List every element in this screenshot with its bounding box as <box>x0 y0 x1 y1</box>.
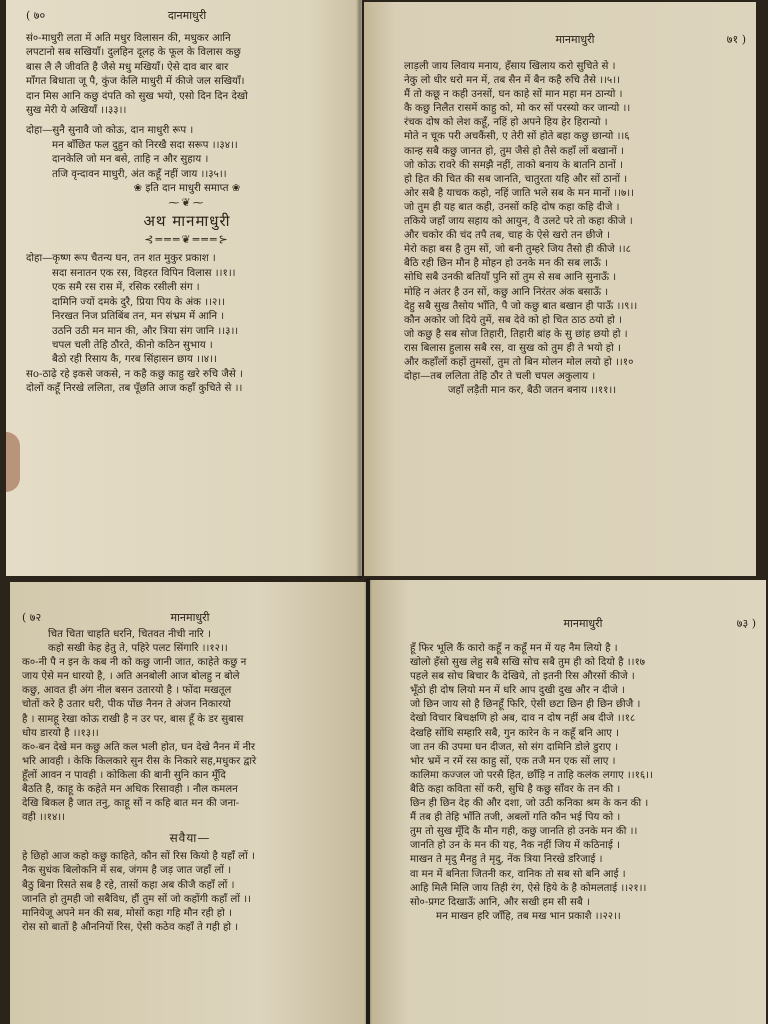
doha-block <box>26 124 348 196</box>
text-line: भरि आवही । केकि किलकारे सुन रीस के निकारे सह,मधुकर द्वारे <box>22 755 257 767</box>
text-line: सं०-माधुरी लता में अति मधुर विलासन की, मधुकर आनि <box>26 33 231 44</box>
text-line: भोर भ्रमें न रमें रस काहु सों, एक तजै मन एक सों लाए । <box>410 755 616 767</box>
text-line: निरखत निज प्रतिबिंब तन, मन संभ्रम में आनि । <box>52 311 225 323</box>
bottom-book-spread <box>0 578 768 1024</box>
text-line: हूँलों आवन न पावही । कोकिला की बानी सुनि कान मूँदि <box>22 769 226 781</box>
page-header <box>410 616 756 634</box>
text-line: बैठि कहा कविता सों करी, सुधि है कछु साँवर के तन की । <box>410 783 621 795</box>
verse-block <box>26 252 348 396</box>
text-line: दोहा—तब ललिता तेहि ठौर ते चली चपल अकुलाय । <box>404 371 596 383</box>
text-line: उठनि उठी मन मान की, और त्रिया संग जानि ।।३।। <box>52 325 239 337</box>
text-line: मैं तो कछू न कही उनसों, घन काहे सों मान महा मन ठान्यो । <box>404 89 623 101</box>
page-72 <box>10 582 366 1024</box>
text-line: लपटानो सब सखियाँ। दुलहिन दूलह के फूल के विलास कछु <box>26 47 241 59</box>
text-line: और चकोर की चंद तपै तब, चाह के ऐसे खरो तन छीजे । <box>404 230 611 242</box>
text-line: भूँठो ही दोष लियो मन में धरि आप दुखी दुख और न दीजे । <box>410 685 625 697</box>
text-line: जो कोऊ रावरे की समझै नहीं, ताको बनाय के बातनि ठानों । <box>404 159 624 171</box>
text-line: बैठु बिना रिसते सब है रहे, तासों कहा अब कीजै कहाँ लों । <box>22 879 235 891</box>
text-line: छिन ही छिन देह की और दशा, जो उठी कनिका श्रम के कन की । <box>410 798 649 810</box>
text-line: रोस सो बातों है औननियों रिस, ऐसी कठेव कहाँ ते गही हो । <box>22 921 239 933</box>
text-line: तुम तो सुख मूँदि कै मौन गही, कछु जानति हो उनके मन की ।। <box>410 826 638 838</box>
text-line: एक समै रस रास में, रसिक रसीली संग । <box>52 282 200 294</box>
text-line: कान्ह सबै कछु जानत हो, तुम जैसे हो तैसे कहाँ लों बखानों । <box>404 145 624 157</box>
text-line: मोते न चूक परी अचकैंसी, ए तेरी सों होते बहा कछु छान्यो ।।६ <box>404 131 630 143</box>
text-line: और कहाँलों कहों तुमसों, तुम तो बिन मोलन मोल लयो हो ।।१० <box>404 356 634 368</box>
page-71 <box>364 2 756 576</box>
text-line: रंचक दोष को लेश कहूँ, नहिं हो अपने हिय हेर हिरान्यो । <box>404 117 608 129</box>
text-line: जो कछु है सब सोज तिहारी, तिहारी बांह के सु छांह छयो हो । <box>404 328 628 340</box>
page-header <box>26 8 348 26</box>
page-number: ७३ ) <box>736 617 756 630</box>
running-title: मानमाधुरी <box>563 617 603 630</box>
text-line: सदा सनातन एक रस, विहरत विपिन विलास ।।१।। <box>52 267 236 279</box>
text-line: दोहा—सुनै सुनावै जो कोऊ, दान माधुरी रूप । <box>26 125 194 137</box>
text-line: माँगत बिधाता जू पै, कुंज केलि माधुरी में कीजे जल सखियाँ। <box>26 76 245 88</box>
text-line: जानति हो तुमही जो सबैविध, हौं तुम सों जो कहोंगी कहाँ लों ।। <box>22 893 251 905</box>
text-line: धोय डारयो है ।।१३।। <box>22 727 99 739</box>
text-line: लाड़ली जाय लिवाय मनाय, हँसाय खिलाय करो सुचिते से । <box>404 61 616 72</box>
text-line: बैठति है, काहू के कहेते मन अधिक रिसावही । नौल कमलन <box>22 784 238 796</box>
text-line: सुख मेरी ये अखियाँ ।।३३।। <box>26 105 127 117</box>
text-line: मन माखन हरि जाँहि, तब मख भान प्रकाशै ।।२२।। <box>436 910 621 922</box>
text-line: मोहि न अंतर है उन सों, कछु आनि निरंतर अंक बसाऊँ । <box>404 286 609 298</box>
text-line: दोहा—कृष्ण रूप चैतन्य घन, तन शत मुकुर प्रकाश । <box>26 253 216 265</box>
text-line: चोतों करे है उतार धरी, पीक पोंछ नैनन ते अंजन निकारयो <box>22 699 231 711</box>
text-line: देहु सबै सुख तैसोय भाँति, पै जो कछु बात बखान ही पाऊँ ।।९।। <box>404 300 638 312</box>
text-line: चपल चली तेहि ठौरते, कीनो कठिन सुभाय । <box>52 339 213 351</box>
text-line: कौन अकोर जो दिये तुमें, सब देवे को हो चित ठाठ ठयो हो । <box>404 314 622 326</box>
section-heading: अथ मानमाधुरी <box>143 212 231 231</box>
text-line: पहले सब सोच बिचार कै देखिये, तो इतनी रिस औरसों कीजे । <box>410 671 635 683</box>
text-line: जानति हो उन के मन की यह, नैक नहीं जिय में कठिनाई । <box>410 840 620 852</box>
running-title: मानमाधुरी <box>170 611 210 624</box>
savaiya-heading: सवैया— <box>169 831 211 846</box>
page-number: ( ७२ <box>22 611 42 624</box>
text-line: बास लै लै जीवति है जैसे मधु मखियाँ। ऐसे दाव बार बार <box>26 61 229 73</box>
text-line: है । सामहू रेखा कोऊ राखी है न उर पर, बास हूँ के डर सुबास <box>22 713 244 725</box>
text-line: आहि मिलै मिलि जाय तिही रंग, ऐसे हिये के है कोमलताई ।।२१।। <box>410 882 647 894</box>
text-line: वही ।।१४।। <box>22 812 65 824</box>
text-line: क०-बन देखे मन कछु अति कल भली होत, घन देखे नैनन में नीर <box>22 741 256 753</box>
page-73 <box>370 580 766 1024</box>
ornament-divider: ⁓❦⁓ <box>168 196 206 210</box>
savaiya-block <box>22 850 358 935</box>
text-line: जहाँ लड़ैती मान कर, बैठी जतन बनाय ।।११।। <box>448 385 617 397</box>
thumb <box>6 432 20 492</box>
text-line: हे छिहो आज कहो कछु काहिते, कौन सों रिस कियो है यहाँ लों । <box>22 851 255 863</box>
page-header <box>404 32 746 50</box>
gutter <box>364 578 372 1024</box>
text-line: नैक सुधंक बिलोकनि में सब, जंगम है जड़ जात जहाँ लों । <box>22 865 232 877</box>
text-line: मेरो कहा बस है तुम सों, जो बनी तुम्हरे जिय तैसो ही कीजे ।।८ <box>404 244 631 256</box>
text-line: तकिये जहाँ जाय सहाय को आयुन, वै उलटे परे तो कहा कीजे । <box>404 216 633 228</box>
text-line: बैठि रही छिन मौन है मोहन हो उनके मन की सब लाऊँ । <box>404 258 608 270</box>
text-line: वा मन में बनिता जितनी कर, वानिक तो सब सो बनि आई । <box>410 868 626 880</box>
verse-block-33 <box>26 32 348 118</box>
text-line: बैठो रही रिसाय कै, गरब सिंहासन छाय ।।४।। <box>52 354 217 366</box>
page-number: ७१ ) <box>726 33 746 46</box>
text-line: कै कछु निलैत रासमें काहु को, मो कर सों परस्यो कर जान्यो ।। <box>404 103 631 115</box>
ornament-divider: ⊰═══❦═══⊱ <box>144 233 230 247</box>
text-line: सो०-प्रगट दिखाऊँ आनि, और सखी हम सी सबै । <box>410 896 590 908</box>
text-line: दोलों कहूँ निरखे ललिता, तब पूँछति आज कहाँ कुचिते से ।। <box>26 383 243 395</box>
verse-block <box>22 628 358 825</box>
text-line: देखो विचार बिचक्षणि हो अब, दाव न दोष नहीं अब दीजे ।।१८ <box>410 713 636 725</box>
text-line: मन बाँछित फल दुहुन को निरखै सदा सरूप ।।३४।। <box>52 139 238 151</box>
text-line: सo-ठाढ़े रहे इकसे जकसे, न कहै कछु काहु खरे रुचि जैसे । <box>26 368 243 380</box>
text-line: देखि बिकल है जात तनु, काहू सों न कहि बात मन की जना- <box>22 798 240 810</box>
text-line: दामिनि ज्यों दमके दुरै, प्रिया पिय के अंक ।।२।। <box>52 296 225 308</box>
text-line: कालिमा कज्जल जो परसै हित, छाँड़ि न ताहि कलंक लगाए ।।१६।। <box>410 769 653 781</box>
text-line: कछु, आवत ही अंग नील बसन उतारयो है । फोंदा मखतूल <box>22 685 232 697</box>
text-line: सोधि सबै उनकी बतियाँ पुनि सों तुम से सब आनि सुनाऊँ । <box>404 272 617 284</box>
text-line: रास बिलास हुलास सबै रस, वा सुख को तुम ही ते भयो हो । <box>404 342 621 354</box>
text-line: जो तुम ही यह बात कही, उनसों कहि दोष कहा कहि दीजे । <box>404 201 620 213</box>
gutter <box>356 0 364 578</box>
text-line: कहो सखी केह हेतु ते, पहिरे पलट सिंगारि ।।१२।। <box>48 643 228 655</box>
page-header <box>22 610 358 628</box>
text-line: हूँ फिर भूलि कैं कारो कहूँ न कहूँ मन में यह नैम लियो है । <box>410 643 618 654</box>
verse-block <box>404 60 746 398</box>
text-line: चित चिता चाहति धरनि, चितवत नीची नारि । <box>48 629 211 640</box>
running-title: दानमाधुरी <box>167 9 207 22</box>
running-title: मानमाधुरी <box>555 33 595 46</box>
page-70 <box>6 0 362 576</box>
text-line: जाय ऐसे मन धारयो है, । अति अनबोली आज बोलहु न बोले <box>22 671 240 683</box>
text-line: मैं तब ही तेहि भाँति तजी, अबलों गति कौन भई पिय को । <box>410 812 621 824</box>
text-line: खोलो हँसो सुख लेहु सबै सखि सोच सबै तुम ही को दियो है ।।१७ <box>410 657 646 669</box>
text-line: दान मिस आनि कछु दंपति को सुख भयो, एसो दिन दिन देखो <box>26 90 248 102</box>
text-line: जो छिन जाय सो है छिनहूँ फिरि, ऐसी छटा छिन ही छिन छीजै । <box>410 699 641 711</box>
text-line: ओर सबै है याचक कहो, नहिं जाति भले सब के मन मानों ।।७।। <box>404 187 634 199</box>
text-line: जा तन की उपमा घन दीजत, सो संग दामिनि डोले डुराए । <box>410 741 619 753</box>
text-line: तजि वृन्दावन माधुरी, अंत कहूँ नहीं जाय ।।३५।। <box>52 168 227 180</box>
text-line: क०-नी पै न इन के कब नी को कछु जानी जात, काहेते कछु न <box>22 657 247 669</box>
page-number: ( ७० <box>26 9 46 22</box>
text-line: दानकेलि जो मन बसे, ताहि न और सुहाय । <box>52 154 209 166</box>
verse-block <box>410 642 756 924</box>
text-line: हो हित की चित की सब जानति, चातुरता यहि और सों ठानों । <box>404 173 628 185</box>
text-line: नेकु लो धीर धरो मन में, तब सैन में बैन कहै रुचि तैसे ।।५।। <box>404 75 620 87</box>
colophon-line: ❀ इति दान माधुरी समाप्त ❀ <box>133 183 241 195</box>
text-line: माखन ते मृदु मैनहु ते मृदु, नेंक त्रिया निरखे डरिजाई । <box>410 854 603 866</box>
text-line: देखहि सोंधि सम्हारि सबै, गुन कारेन के न कहूँ बनि आए । <box>410 727 619 739</box>
text-line: मानियेजू अपने मन की सब, मोसों कहा गहि मौन रही हो । <box>22 907 232 919</box>
